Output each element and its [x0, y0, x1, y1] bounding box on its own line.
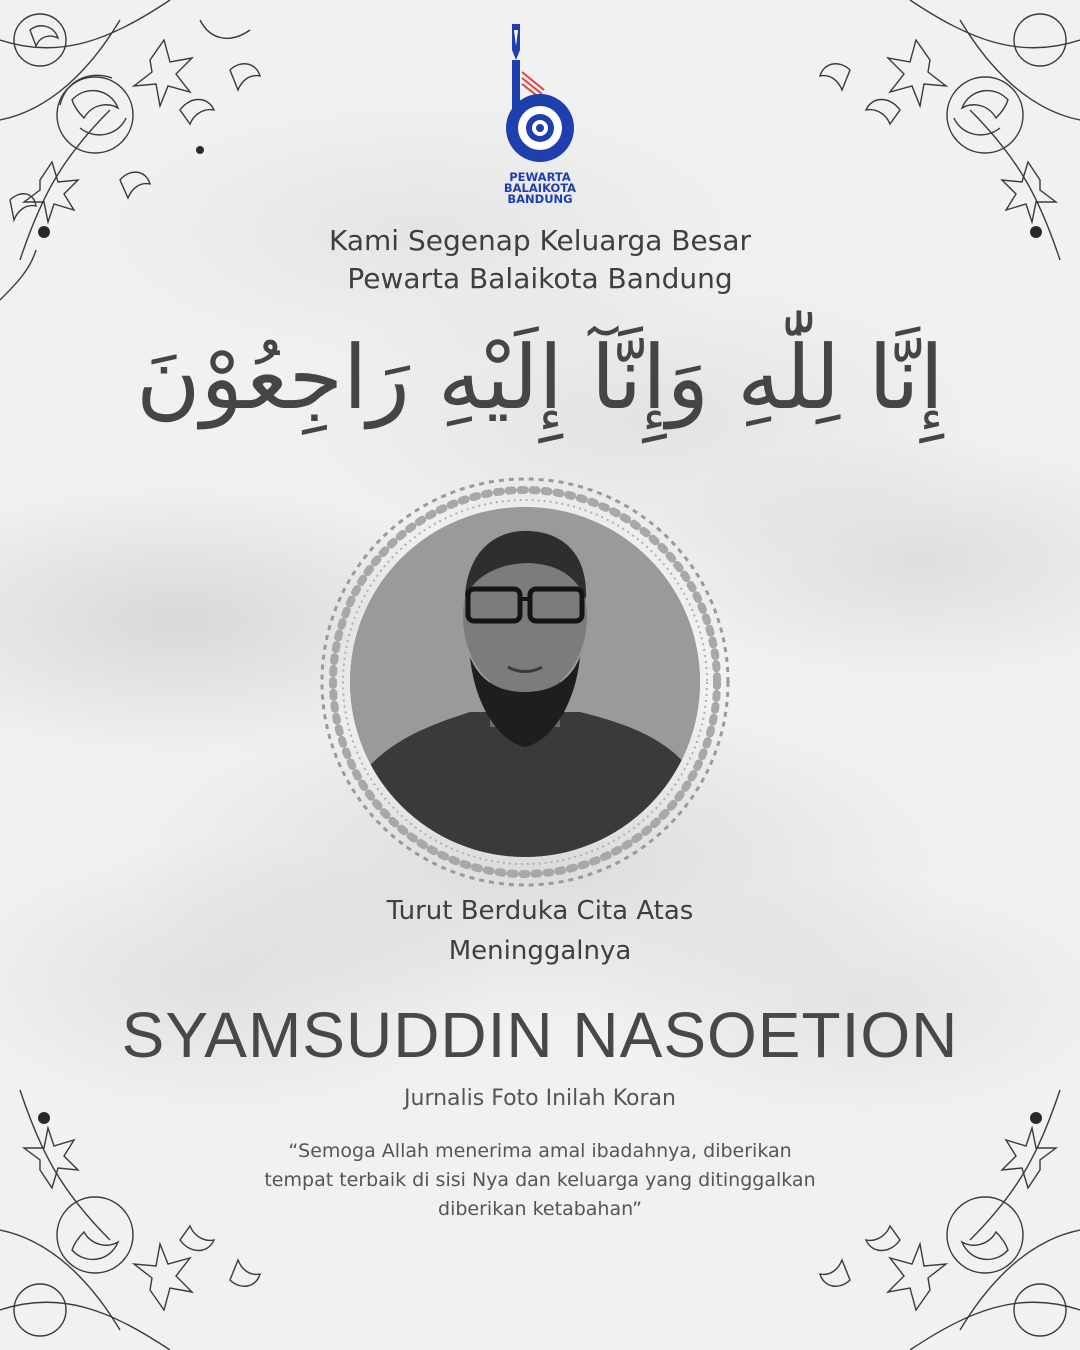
heading-line-1: Kami Segenap Keluarga Besar	[329, 224, 751, 257]
prayer-line-1: “Semoga Allah menerima amal ibadahnya, diberikan	[288, 1140, 792, 1162]
portrait-photo	[350, 507, 700, 857]
arabic-calligraphy: إِنَّا لِلّٰهِ وَإِنَّآ إِلَيْهِ رَاجِعُوْنَ	[136, 326, 944, 429]
logo-wordmark	[492, 172, 588, 205]
condolence-line-2: Meninggalnya	[448, 936, 632, 966]
condolence-line-1: Turut Berduka Cita Atas	[386, 896, 694, 926]
logo-line-3: BANDUNG	[507, 192, 573, 206]
logo-line-1: PEWARTA	[509, 170, 571, 184]
organization-logo	[492, 20, 588, 220]
logo-line-2: BALAIKOTA	[503, 181, 577, 195]
deceased-role: Jurnalis Foto Inilah Koran	[404, 1086, 676, 1111]
heading-line-2: Pewarta Balaikota Bandung	[347, 262, 733, 295]
portrait-frame	[315, 472, 735, 892]
deceased-name: SYAMSUDDIN NASOETION	[121, 999, 959, 1071]
prayer-line-2: tempat terbaik di sisi Nya dan keluarga yang ditinggalkan	[264, 1169, 816, 1191]
pen-nib-logo-icon	[492, 20, 588, 170]
prayer-line-3: diberikan ketabahan”	[438, 1198, 642, 1220]
prayer-text	[220, 1137, 860, 1224]
